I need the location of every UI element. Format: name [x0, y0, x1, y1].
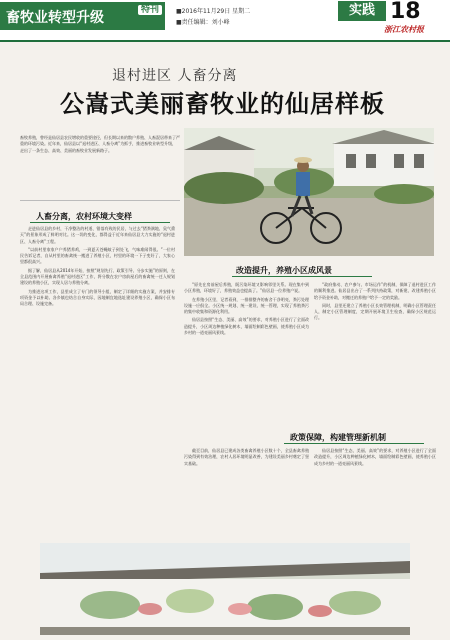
date-line	[176, 6, 250, 15]
col2-paragraph: 仙居县按照“生态、美丽、高效”的要求，对养殖小区进行了全面改造提升，小区周边种植绿化树木，墙面绘制彩色壁画，使养殖小区成为乡村的一道亮丽风景线。	[184, 317, 309, 336]
photo-farmer-cycling	[184, 128, 434, 256]
masthead	[0, 0, 450, 42]
subhead-3: 政策保障，构建管理新机制	[290, 433, 386, 442]
col1-paragraph: 据了解，仙居县从2014年开始，按照“规划先行、政策引导、分步实施”的原则，在全县范围内开展畜禽养殖“退村进区”工作，将分散在农户房前屋后的畜禽统一迁入规划建设的养殖小区，实现人居与养殖分离。	[20, 267, 175, 286]
subhead-3-rule	[284, 443, 424, 444]
col1-paragraph: 为推进这项工作，县里成立了专门的领导小组，制定了详细的实施方案，并安排专项资金予以补助。各乡镇也结合自身实际，因地制宜地选址建设养殖小区，确保小区布局合理、设施完备。	[20, 288, 175, 307]
subhead-1-rule	[30, 222, 170, 223]
section-title: 畜牧业转型升级	[6, 10, 104, 26]
page-number: 18	[390, 0, 421, 24]
col1-paragraph: 走进仙居县的乡村，干净整洁的村道、错落有致的民居，与过去“猪粪满地、臭气熏天”的景象形成了鲜明对比。这一切的变化，都得益于近年来仙居县大力实施的“退村进区、人畜分离”工程。	[20, 226, 175, 244]
col3-paragraph: 同时，县里还建立了养殖小区长效管理机制，明确小区管理责任人，制定小区管理制度，定期开展环境卫生检查，确保小区规范运行。	[314, 302, 436, 321]
editor-text: ■责任编辑：刘小峰	[176, 19, 230, 26]
column-3	[314, 282, 436, 426]
col2-paragraph: “原先在房前屋后养殖，既污染环境又影响邻里关系。现在集中到小区养殖，环境好了，养殖效益也提高了。”仙居县一位养殖户说。	[184, 282, 309, 294]
column-1	[20, 226, 175, 538]
col3-paragraph: “政府推动、农户参与、市场运作”的机制，保障了退村进区工作的顺利推进。仙居县出台了一系列扶持政策，对新建、改建养殖小区给予资金补助，对搬迁的养殖户给予一定的奖励。	[314, 282, 436, 300]
col5-paragraph: 仙居县按照“生态、美丽、高效”的要求，对养殖小区进行了全面改造提升，小区周边种植绿化树木，墙面绘制彩色壁画，使养殖小区成为乡村的一道亮丽风景线。	[314, 448, 436, 466]
section-tag	[0, 2, 165, 30]
photo-mural-wall	[40, 543, 410, 635]
subhead-1: 人畜分离，农村环境大变样	[36, 212, 132, 221]
column-4	[184, 448, 309, 538]
subhead-2: 改造提升，养殖小区成风景	[236, 266, 332, 275]
article-kicker: 退村进区 人畜分离	[112, 68, 238, 84]
contact-line	[176, 17, 230, 26]
article-lead: 畜牧养殖，曾经是仙居县农民增收的重要途径，但长期以来的散户养殖、人畜混居带来了严重的环境污染。近年来，仙居县以“退村进区、人畜分离”为抓手，推进畜牧业转型升级，走出了一条生态、高效、美丽的畜牧业发展新路子。	[20, 135, 180, 153]
subhead-2-rule	[232, 276, 372, 277]
column-2	[184, 282, 309, 426]
section-name: 实践	[338, 1, 386, 21]
date-text: ■2016年11月29日 星期二	[176, 8, 251, 15]
divider	[20, 200, 180, 201]
col4-paragraph: 截至目前，仙居县已建成各类畜禽养殖小区数十个，全县畜禽养殖污染得到有效治理，农村人居环境明显改善，为建设美丽乡村奠定了坚实基础。	[184, 448, 309, 466]
article-headline: 公嵩式美丽畜牧业的仙居样板	[60, 90, 385, 118]
column-5	[314, 448, 436, 538]
col2-paragraph: 在养殖小区里，记者看到，一排排整齐的畜舍干净明亮，粪污处理设施一应俱全。小区统一规划、统一建设、统一管理，实现了养殖粪污的集中收集和资源化利用。	[184, 296, 309, 315]
col1-paragraph: “以前村里家家户户养猪养鸡，一到夏天苍蝇蚊子到处飞，气味难闻得很。”一位村民告诉记者，自从村里的畜禽统一搬进了养殖小区，村里的环境一下子变好了，大家心里都很高兴。	[20, 246, 175, 265]
section-subtitle: 特刊	[138, 5, 162, 15]
paper-name: 浙江农村报	[384, 25, 424, 34]
